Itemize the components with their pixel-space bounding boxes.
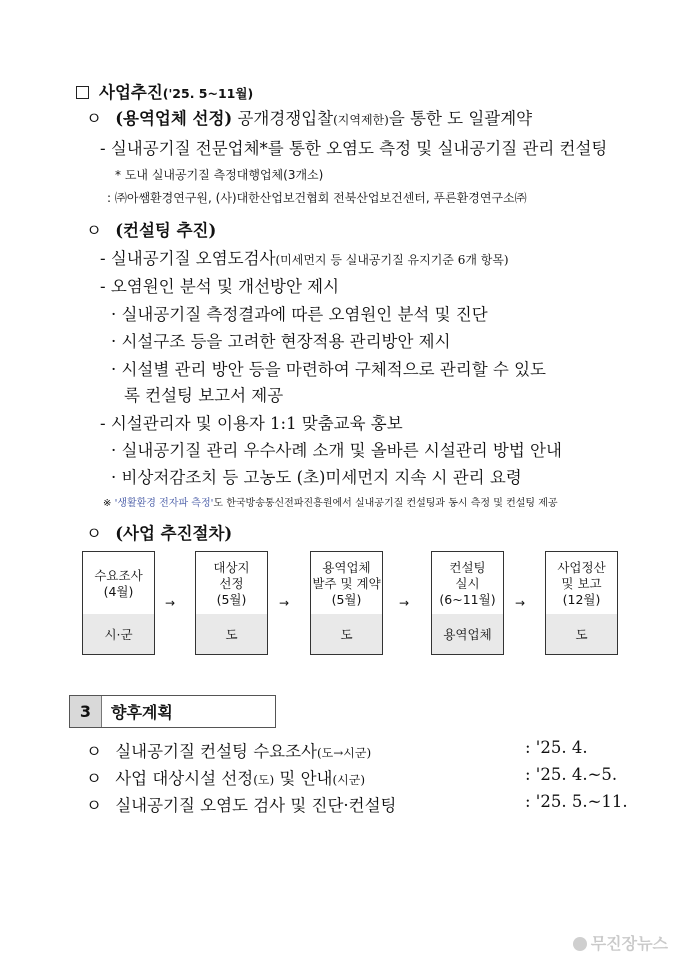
plan-text-small: (도→시군) (316, 746, 372, 760)
plan-date-2: : '25. 4.~5. (525, 765, 618, 784)
item1-note2: : ㈜아쌤환경연구원, (사)대한산업보건협회 전북산업보건센터, 푸른환경연구소㈜ (107, 191, 527, 205)
plan-date-1: : '25. 4. (525, 738, 588, 757)
bullet-o: ㅇ (86, 796, 102, 815)
item2-sub2-c2: 록 컨설팅 보고서 제공 (124, 386, 284, 405)
item1-title: (용역업체 선정) (115, 109, 233, 128)
plan-text: 사업 대상시설 선정 (115, 769, 254, 788)
flow-step-4 (431, 551, 504, 655)
section-heading (76, 79, 253, 103)
item3-line (86, 520, 232, 544)
flow-arrow-icon: → (165, 596, 176, 610)
bullet-o: ㅇ (86, 769, 102, 788)
flow-step-owner: 도 (311, 614, 382, 654)
item2-sub3: - 시설관리자 및 이용자 1:1 맞춤교육 홍보 (100, 414, 403, 433)
flow-step-2 (195, 551, 268, 655)
item1-text-end: 을 통한 도 일괄계약 (388, 109, 533, 128)
item1-sub1: - 실내공기질 전문업체*를 통한 오염도 측정 및 실내공기질 관리 컨설팅 (100, 139, 608, 158)
watermark-text: 무진장뉴스 (590, 934, 668, 953)
item2-title: (컨설팅 추진) (115, 221, 217, 240)
item1-note1: * 도내 실내공기질 측정대행업체(3개소) (115, 168, 324, 182)
item1-text: 공개경쟁입찰 (237, 109, 334, 128)
item2-sub2: - 오염원인 분석 및 개선방안 제시 (100, 277, 340, 296)
flow-step-label: 대상지 선정 (5월) (196, 552, 267, 616)
item2-sub1 (100, 245, 509, 269)
flow-arrow-icon: → (279, 596, 290, 610)
plan-text: 실내공기질 컨설팅 수요조사 (115, 742, 317, 761)
flow-step-label: 수요조사 (4월) (83, 552, 154, 616)
flow-step-owner: 도 (196, 614, 267, 654)
plan-text-small: (도) (253, 773, 275, 787)
flow-arrow-icon: → (399, 596, 410, 610)
heading-title: 사업추진 (99, 83, 163, 102)
plan-row-1 (86, 738, 371, 762)
flow-step-1 (82, 551, 155, 655)
flow-arrow-icon: → (515, 596, 526, 610)
item2-sub2-a: · 실내공기질 측정결과에 따른 오염원인 분석 및 진단 (111, 305, 488, 324)
plan-text-2: 및 안내 (274, 769, 333, 788)
item2-line (86, 217, 216, 241)
footnote (103, 494, 558, 509)
item3-title: (사업 추진절차) (115, 524, 233, 543)
section3-number: 3 (70, 696, 102, 727)
footnote-highlight: '생활환경 전자파 측정' (114, 498, 214, 509)
bullet-o: ㅇ (86, 221, 102, 240)
item2-sub1-small: (미세먼지 등 실내공기질 유지기준 6개 항목) (275, 253, 509, 267)
item2-sub3-a: · 실내공기질 관리 우수사례 소개 및 올바른 시설관리 방법 안내 (111, 441, 562, 460)
plan-row-3 (86, 792, 396, 816)
item1-text-small: (지역제한) (333, 113, 389, 127)
footnote-text: 도 한국방송통신전파진흥원에서 실내공기질 컨설팅과 동시 측정 및 컨설팅 제공 (213, 498, 558, 509)
section3-title: 향후계획 (111, 703, 173, 722)
plan-text: 실내공기질 오염도 검사 및 진단·컨설팅 (115, 796, 397, 815)
flow-step-owner: 시·군 (83, 614, 154, 654)
item2-sub3-b: · 비상저감조치 등 고농도 (초)미세먼지 지속 시 관리 요령 (111, 468, 522, 487)
plan-row-2 (86, 765, 365, 789)
plan-text-small-2: (시군) (332, 773, 366, 787)
item2-sub2-c1: · 시설별 관리 방안 등을 마련하여 구체적으로 관리할 수 있도 (111, 360, 546, 379)
heading-period: ('25. 5~11월) (162, 86, 254, 101)
flow-step-label: 용역업체 발주 및 계약 (5월) (311, 552, 382, 616)
item1-line (86, 105, 532, 129)
flow-step-5 (545, 551, 618, 655)
plan-date-3: : '25. 5.~11. (525, 792, 628, 811)
watermark (573, 931, 668, 954)
flow-step-owner: 도 (546, 614, 617, 654)
bullet-o: ㅇ (86, 742, 102, 761)
item2-sub1-text: - 실내공기질 오염도검사 (100, 249, 276, 268)
flow-step-label: 사업정산 및 보고 (12월) (546, 552, 617, 616)
bullet-o: ㅇ (86, 524, 102, 543)
item2-sub2-b: · 시설구조 등을 고려한 현장적용 관리방안 제시 (111, 332, 451, 351)
watermark-logo-icon (573, 937, 587, 951)
bullet-o: ㅇ (86, 109, 102, 128)
footnote-mark: ※ (103, 498, 112, 509)
flow-step-3 (310, 551, 383, 655)
flow-step-label: 컨설팅 실시 (6~11월) (432, 552, 503, 616)
section3-header (69, 695, 276, 728)
square-bullet-icon (76, 86, 89, 99)
flow-step-owner: 용역업체 (432, 614, 503, 654)
